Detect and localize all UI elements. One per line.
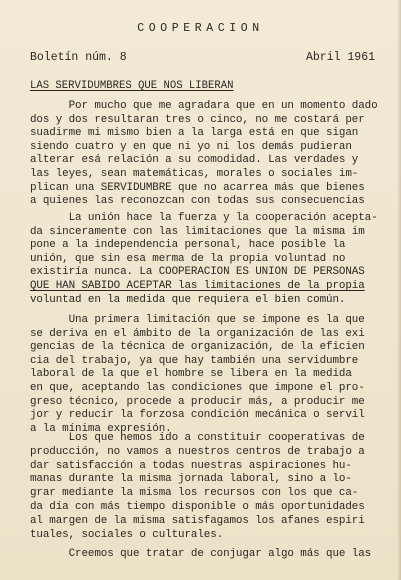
text-line: gencias de la técnica de organización, de la eficien	[30, 341, 365, 354]
text-line: producción, no vamos a nuestros centros de trabajo a	[30, 445, 365, 458]
text-line: suadirme mi mismo bien a la larga está en que sigan	[30, 127, 359, 140]
text-line: plican una SERVIDUMBRE que no acarrea más que bienes	[30, 181, 365, 194]
text-line: grar mediante la misma los recursos con los que ca-	[30, 487, 359, 500]
text-line: alterar esá relación a su comodidad. Las verdades y	[30, 154, 359, 167]
text-line: dar satisfacción a todas nuestras aspiraciones hu-	[30, 459, 352, 472]
text-line: Creemos que tratar de conjugar algo más que las	[30, 548, 372, 560]
text-line: manas durante la misma jornada laboral, sino a lo-	[30, 473, 352, 486]
page-edge-shadow	[397, 0, 401, 580]
bulletin-number: Boletín núm. 8	[30, 51, 127, 64]
text-line: voluntad en la medida que requiera el bien común.	[30, 293, 346, 306]
text-line: a quienes las reconozcan con todas sus consecuencias	[30, 195, 365, 208]
text-line: Por mucho que me agradara que en un momento dado	[30, 100, 378, 112]
text-line: dos y dos resultaran tres o cinco, no me costará per	[30, 113, 365, 126]
text-line: greso técnico, procede a producir más, a producir me	[30, 395, 365, 408]
text-line: existiría nunca. La COOPERACION ES UNION DE PERSONAS	[30, 266, 365, 279]
text-line: tuales, sociales o culturales.	[30, 528, 224, 541]
text-line: las leyes, sean matemáticas, morales o sociales im-	[30, 168, 359, 180]
text-line: pone a la independencia personal, hace posible la	[30, 239, 346, 252]
text-line: unión, que sin esa merma de la propia voluntad no	[30, 252, 346, 265]
text-line: siendo cuatro y en que ni yo ni los demás pudieran	[30, 140, 352, 153]
text-line: a la mínima expresión.	[30, 422, 172, 435]
text-line: La unión hace la fuerza y la cooperación acepta-	[30, 212, 378, 224]
text-line: jor y reducir la forzosa condición mecánica o servil	[30, 409, 365, 422]
masthead-title: COOPERACION	[137, 22, 264, 35]
text-line: da día con más tiempo disponible o más oportunidades	[30, 501, 365, 513]
text-line: al margen de la misma satisfagamos los afanes espiri	[30, 514, 365, 527]
text-line: se deriva en el ámbito de la organización de las exi	[30, 327, 365, 340]
text-line: QUE HAN SABIDO ACEPTAR las limitaciones de la propia	[30, 280, 365, 292]
text-line: laboral de la que el hombre se libera en la medida	[30, 368, 352, 381]
bulletin-date: Abril 1961	[305, 51, 375, 64]
bulletin-meta	[30, 51, 375, 64]
text-line: Los que hemos ido a constituir cooperativas de	[30, 432, 365, 444]
text-line: Una primera limitación que se impone es la que	[30, 314, 365, 326]
text-line: da sinceramente con las limitaciones que la misma im	[30, 225, 365, 238]
text-line: en que, aceptando las condiciones que impone el pro-	[30, 382, 365, 394]
text-line: cia del trabajo, ya que hay también una servidumbre	[30, 354, 359, 367]
article-heading: LAS SERVIDUMBRES QUE NOS LIBERAN	[30, 80, 234, 92]
